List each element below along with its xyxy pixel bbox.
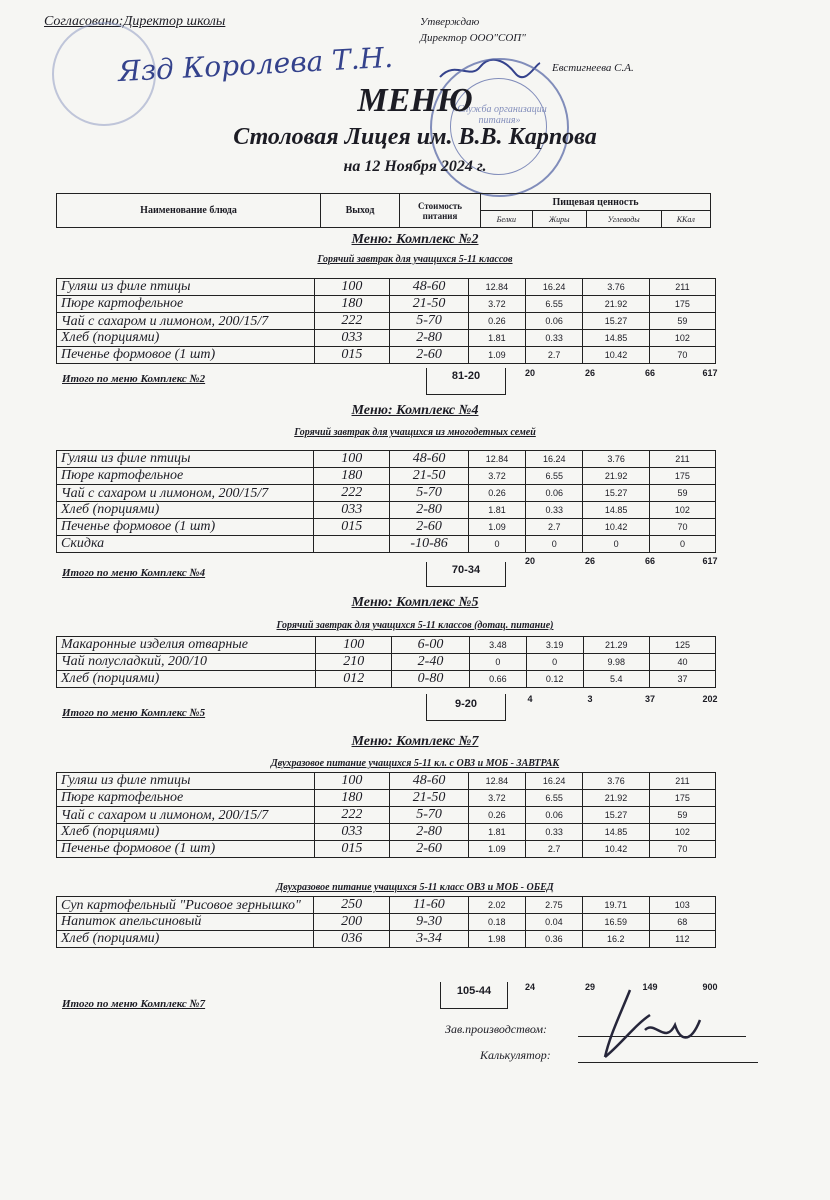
dish-carbs: 21.92 <box>583 296 650 313</box>
dish-yield: 180 <box>314 468 390 485</box>
dish-protein: 1.09 <box>468 519 525 536</box>
dish-yield: 033 <box>314 502 390 519</box>
col-name: Наименование блюда <box>57 194 321 228</box>
dish-fat: 3.19 <box>526 637 583 654</box>
total-cost: 81-20 <box>426 368 506 395</box>
table-row <box>57 519 716 536</box>
dish-cost: 2-60 <box>390 347 468 364</box>
dish-carbs: 14.85 <box>583 502 650 519</box>
approve-right-line2: Директор ООО"СОП" <box>420 32 526 44</box>
dish-name: Чай полусладкий, 200/10 <box>57 654 316 671</box>
dish-yield: 015 <box>314 841 390 858</box>
dish-kcal: 103 <box>649 897 715 914</box>
approved-left: Согласовано:Директор школы <box>44 14 226 29</box>
dish-cost: 5-70 <box>390 807 468 824</box>
col-carbs: Углеводы <box>586 211 661 228</box>
dish-name: Печенье формовое (1 шт) <box>57 841 315 858</box>
dish-kcal: 175 <box>649 790 715 807</box>
dish-yield: 033 <box>314 330 390 347</box>
dish-kcal: 59 <box>649 807 715 824</box>
total-kcal: 617 <box>702 556 718 566</box>
dish-cost: 21-50 <box>390 790 468 807</box>
table-row <box>57 502 716 519</box>
dish-yield: 033 <box>314 824 390 841</box>
dish-fat: 16.24 <box>526 451 583 468</box>
signature-bottom <box>590 985 730 1065</box>
dish-carbs: 15.27 <box>583 313 650 330</box>
dish-fat: 0.12 <box>526 671 583 688</box>
total-cost: 105-44 <box>440 982 508 1009</box>
dish-yield: 015 <box>314 519 390 536</box>
dish-protein: 1.81 <box>468 502 525 519</box>
dish-kcal: 70 <box>649 519 715 536</box>
dish-cost: 3-34 <box>390 931 469 948</box>
dish-kcal: 211 <box>649 451 715 468</box>
dish-fat: 2.7 <box>526 347 583 364</box>
dish-carbs: 14.85 <box>583 824 650 841</box>
dish-name: Пюре картофельное <box>57 790 315 807</box>
dish-kcal: 37 <box>649 671 715 688</box>
dish-yield: 100 <box>314 773 390 790</box>
section-title: Меню: Комплекс №5 <box>351 595 479 610</box>
dish-name: Хлеб (порциями) <box>57 502 314 519</box>
dish-fat: 2.7 <box>526 841 583 858</box>
dish-fat: 0.33 <box>526 824 583 841</box>
dish-yield: 180 <box>314 296 390 313</box>
dish-fat: 2.75 <box>525 897 582 914</box>
dish-fat: 16.24 <box>526 773 583 790</box>
dish-carbs: 21.29 <box>583 637 649 654</box>
table-row <box>57 296 716 313</box>
dish-kcal: 211 <box>649 279 715 296</box>
table-row <box>57 931 716 948</box>
dish-kcal: 102 <box>649 824 715 841</box>
dish-protein: 0.26 <box>468 807 525 824</box>
dish-name: Напиток апельсиновый <box>57 914 314 931</box>
dish-kcal: 175 <box>649 296 715 313</box>
col-kcal: ККал <box>661 211 710 228</box>
total-protein: 20 <box>524 368 535 378</box>
menu-date: на 12 Ноября 2024 г. <box>343 158 487 175</box>
total-label: Итого по меню Комплекс №2 <box>62 373 206 385</box>
dish-carbs: 3.76 <box>583 279 650 296</box>
dish-protein: 0 <box>468 536 525 553</box>
table-row <box>57 897 716 914</box>
dish-fat: 6.55 <box>526 468 583 485</box>
dish-table <box>56 450 716 553</box>
section-subtitle: Горячий завтрак для учащихся 5-11 классов <box>317 254 513 265</box>
table-row <box>57 671 716 688</box>
dish-protein: 3.48 <box>469 637 526 654</box>
dish-kcal: 59 <box>649 485 715 502</box>
column-header-table <box>56 193 711 228</box>
dish-table <box>56 278 716 364</box>
dish-protein: 0.18 <box>468 914 525 931</box>
dish-cost: 2-80 <box>390 824 468 841</box>
dish-fat: 0.36 <box>525 931 582 948</box>
dish-fat: 16.24 <box>526 279 583 296</box>
page-title: МЕНЮ <box>357 82 473 119</box>
dish-yield: 180 <box>314 790 390 807</box>
dish-kcal: 175 <box>649 468 715 485</box>
dish-fat: 0 <box>526 536 583 553</box>
total-label: Итого по меню Комплекс №5 <box>62 707 206 719</box>
total-fat: 26 <box>584 556 595 566</box>
dish-cost: 48-60 <box>390 773 468 790</box>
dish-carbs: 16.59 <box>582 914 649 931</box>
section-title: Меню: Комплекс №7 <box>351 734 479 749</box>
dish-yield: 200 <box>314 914 390 931</box>
total-protein: 4 <box>527 694 533 704</box>
dish-protein: 1.98 <box>468 931 525 948</box>
total-label: Итого по меню Комплекс №4 <box>62 567 206 579</box>
approve-right <box>420 14 526 46</box>
dish-protein: 0.26 <box>468 485 525 502</box>
dish-protein: 0.26 <box>468 313 525 330</box>
dish-protein: 1.81 <box>468 330 525 347</box>
col-cost: Стоимость питания <box>400 194 481 228</box>
total-cost: 9-20 <box>426 694 506 721</box>
table-row <box>57 914 716 931</box>
dish-cost: 48-60 <box>390 451 469 468</box>
dish-carbs: 15.27 <box>583 485 650 502</box>
dish-yield: 012 <box>316 671 392 688</box>
dish-carbs: 21.92 <box>583 790 650 807</box>
dish-table <box>56 772 716 858</box>
col-yield: Выход <box>321 194 400 228</box>
dish-cost: 2-60 <box>390 519 469 536</box>
dish-carbs: 21.92 <box>583 468 650 485</box>
table-row <box>57 773 716 790</box>
dish-kcal: 102 <box>649 502 715 519</box>
table-row <box>57 313 716 330</box>
total-cost: 70-34 <box>426 562 506 587</box>
dish-cost: 21-50 <box>390 296 468 313</box>
dish-protein: 3.72 <box>468 296 525 313</box>
approve-right-line1: Утверждаю <box>420 16 480 28</box>
dish-protein: 3.72 <box>468 468 525 485</box>
dish-carbs: 3.76 <box>583 451 650 468</box>
total-fat: 3 <box>587 694 593 704</box>
dish-name: Чай с сахаром и лимоном, 200/15/7 <box>57 485 314 502</box>
total-protein: 20 <box>524 556 535 566</box>
dish-kcal: 40 <box>649 654 715 671</box>
table-row <box>57 654 716 671</box>
dish-kcal: 59 <box>649 313 715 330</box>
dish-kcal: 211 <box>649 773 715 790</box>
total-kcal: 202 <box>702 694 718 704</box>
section-subtitle: Двухразовое питание учащихся 5-11 кл. с ОВЗ и МОБ - ЗАВТРАК <box>270 758 560 769</box>
dish-yield: 100 <box>314 451 390 468</box>
dish-kcal: 112 <box>649 931 715 948</box>
dish-fat: 0.06 <box>526 807 583 824</box>
dish-carbs: 10.42 <box>583 347 650 364</box>
total-label: Итого по меню Комплекс №7 <box>62 998 206 1010</box>
dish-fat: 0.33 <box>526 330 583 347</box>
dish-cost: 6-00 <box>392 637 470 654</box>
col-fat: Жиры <box>532 211 586 228</box>
stamp-text: «Служба организации питания» <box>452 104 547 126</box>
table-row <box>57 536 716 553</box>
dish-yield: 100 <box>316 637 392 654</box>
dish-name: Гуляш из филе птицы <box>57 279 315 296</box>
dish-yield: 210 <box>316 654 392 671</box>
dish-kcal: 0 <box>649 536 715 553</box>
total-fat: 29 <box>584 982 595 992</box>
dish-name: Хлеб (порциями) <box>57 931 314 948</box>
dish-name: Хлеб (порциями) <box>57 330 315 347</box>
section-subtitle-2: Двухразовое питание учащихся 5-11 класс ОВЗ и МОБ - ОБЕД <box>276 882 554 893</box>
dish-name: Макаронные изделия отварные <box>57 637 316 654</box>
dish-carbs: 5.4 <box>583 671 649 688</box>
dish-cost: 2-80 <box>390 330 468 347</box>
total-kcal: 900 <box>702 982 718 992</box>
dish-fat: 0.04 <box>525 914 582 931</box>
dish-name: Печенье формовое (1 шт) <box>57 347 315 364</box>
dish-table <box>56 636 716 688</box>
table-row <box>57 637 716 654</box>
dish-yield: 015 <box>314 347 390 364</box>
table-row <box>57 279 716 296</box>
total-nutrition <box>500 368 740 378</box>
col-nutrition: Пищевая ценность <box>481 194 711 211</box>
total-kcal: 617 <box>702 368 718 378</box>
production-label: Зав.производством: <box>445 1022 548 1036</box>
dish-carbs: 16.2 <box>582 931 649 948</box>
table-row <box>57 807 716 824</box>
dish-protein: 0 <box>469 654 526 671</box>
dish-name: Суп картофельный "Рисовое зернышко" <box>57 897 314 914</box>
dish-protein: 12.84 <box>468 279 525 296</box>
dish-carbs: 15.27 <box>583 807 650 824</box>
dish-cost: -10-86 <box>390 536 469 553</box>
dish-cost: 5-70 <box>390 485 469 502</box>
dish-fat: 0 <box>526 654 583 671</box>
table-row <box>57 451 716 468</box>
total-nutrition <box>500 694 740 704</box>
section-title: Меню: Комплекс №4 <box>351 403 479 418</box>
dish-protein: 1.09 <box>468 841 525 858</box>
table-row <box>57 841 716 858</box>
dish-cost: 5-70 <box>390 313 468 330</box>
dish-carbs: 19.71 <box>582 897 649 914</box>
dish-cost: 9-30 <box>390 914 469 931</box>
dish-fat: 0.06 <box>526 313 583 330</box>
dish-cost: 2-60 <box>390 841 468 858</box>
calculator-label: Калькулятор: <box>480 1048 551 1062</box>
section-subtitle: Горячий завтрак для учащихся из многодетных семей <box>294 427 536 438</box>
dish-kcal: 125 <box>649 637 715 654</box>
dish-carbs: 3.76 <box>583 773 650 790</box>
dish-cost: 0-80 <box>392 671 470 688</box>
dish-name: Хлеб (порциями) <box>57 824 315 841</box>
dish-carbs: 14.85 <box>583 330 650 347</box>
dish-cost: 2-80 <box>390 502 469 519</box>
approve-right-name: Евстигнеева С.А. <box>552 62 634 74</box>
dish-carbs: 10.42 <box>583 519 650 536</box>
section-title: Меню: Комплекс №2 <box>351 232 479 247</box>
dish-name: Хлеб (порциями) <box>57 671 316 688</box>
dish-table-2 <box>56 896 716 948</box>
page-subtitle: Столовая Лицея им. В.В. Карпова <box>233 124 597 150</box>
dish-yield: 222 <box>314 485 390 502</box>
dish-kcal: 68 <box>649 914 715 931</box>
dish-name: Скидка <box>57 536 314 553</box>
col-protein: Белки <box>481 211 533 228</box>
dish-fat: 0.33 <box>526 502 583 519</box>
dish-yield: 250 <box>314 897 390 914</box>
dish-carbs: 0 <box>583 536 650 553</box>
total-carbs: 37 <box>644 694 655 704</box>
dish-cost: 2-40 <box>392 654 470 671</box>
dish-fat: 2.7 <box>526 519 583 536</box>
dish-fat: 6.55 <box>526 296 583 313</box>
dish-yield: 222 <box>314 313 390 330</box>
dish-protein: 1.09 <box>468 347 525 364</box>
dish-yield: 222 <box>314 807 390 824</box>
dish-name: Гуляш из филе птицы <box>57 451 314 468</box>
dish-name: Чай с сахаром и лимоном, 200/15/7 <box>57 807 315 824</box>
total-carbs: 149 <box>642 982 658 992</box>
total-carbs: 66 <box>644 556 655 566</box>
dish-yield: 100 <box>314 279 390 296</box>
dish-name: Гуляш из филе птицы <box>57 773 315 790</box>
table-row <box>57 330 716 347</box>
total-protein: 24 <box>524 982 535 992</box>
table-row <box>57 790 716 807</box>
dish-cost: 21-50 <box>390 468 469 485</box>
dish-kcal: 70 <box>649 841 715 858</box>
signature-left: Язд Королева Т.Н. <box>117 40 394 89</box>
dish-name: Чай с сахаром и лимоном, 200/15/7 <box>57 313 315 330</box>
dish-fat: 0.06 <box>526 485 583 502</box>
dish-cost: 11-60 <box>390 897 469 914</box>
table-row <box>57 485 716 502</box>
dish-carbs: 9.98 <box>583 654 649 671</box>
table-row <box>57 347 716 364</box>
dish-name: Пюре картофельное <box>57 296 315 313</box>
total-nutrition <box>500 556 740 566</box>
dish-protein: 3.72 <box>468 790 525 807</box>
dish-protein: 1.81 <box>468 824 525 841</box>
dish-protein: 12.84 <box>468 773 525 790</box>
total-carbs: 66 <box>644 368 655 378</box>
section-subtitle: Горячий завтрак для учащихся 5-11 классов (дотац. питание) <box>276 620 554 631</box>
dish-protein: 2.02 <box>468 897 525 914</box>
dish-yield: 036 <box>314 931 390 948</box>
table-row <box>57 468 716 485</box>
table-row <box>57 824 716 841</box>
dish-fat: 6.55 <box>526 790 583 807</box>
dish-name: Печенье формовое (1 шт) <box>57 519 314 536</box>
dish-protein: 12.84 <box>468 451 525 468</box>
dish-kcal: 102 <box>649 330 715 347</box>
dish-protein: 0.66 <box>469 671 526 688</box>
total-fat: 26 <box>584 368 595 378</box>
dish-yield <box>314 536 390 553</box>
dish-carbs: 10.42 <box>583 841 650 858</box>
dish-name: Пюре картофельное <box>57 468 314 485</box>
dish-kcal: 70 <box>649 347 715 364</box>
dish-cost: 48-60 <box>390 279 468 296</box>
